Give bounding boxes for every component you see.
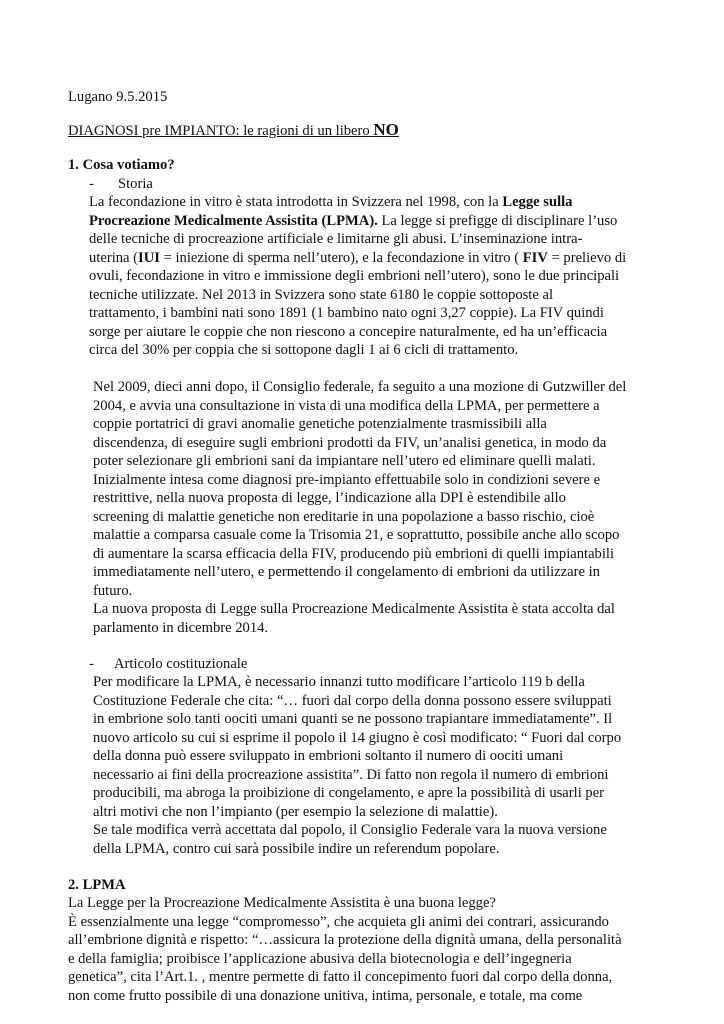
p3-line: in embrione solo tanti oociti umani quanti se ne possono trapiantare immediatamente”. Il [93,711,613,727]
s2-line: genetica”, cita l’Art.1. , mentre permette di fatto il concepimento fuori dal corpo della donna, [68,969,613,985]
p1-line: ovuli, fecondazione in vitro e immissione degli embrioni nell’utero), sono le due principali [89,268,620,284]
p2-line: discendenza, di eseguire sugli embrioni prodotti da FIV, un’analisi genetica, in modo da [93,435,607,451]
p3-line: della donna può essere sviluppato in embrioni soltanto il numero di oociti umani [93,748,564,764]
section-2-heading: 2. LPMA [68,877,126,893]
place-date: Lugano 9.5.2015 [68,89,168,105]
p2-line: poter selezionare gli embrioni sani da impiantare nell’utero ed eliminare quelli malati. [93,453,596,469]
p3-line: altri motivi che non l’impianto (per esempio la selezione di malattie). [93,804,498,820]
p2-line: parlamento in dicembre 2014. [93,620,269,636]
p2-line: immediatamente nell’utero, e permettendo il congelamento di embrioni da utilizzare in [93,564,600,580]
p1-line: trattamento, i bambini nati sono 1891 (1 bambino nato ogni 3,27 coppie). La FIV quindi [89,305,604,321]
p3-line: nuovo articolo su cui si esprime il popolo il 14 giugno è così modificato: “ Fuori dal corpo [93,730,622,746]
document-title-main: DIAGNOSI pre IMPIANTO: le ragioni di un libero [68,123,374,139]
section-1-heading: 1. Cosa votiamo? [68,157,175,173]
p3-line: Se tale modifica verrà accettata dal popolo, il Consiglio Federale vara la nuova versione [93,822,607,838]
s2-line: La Legge per la Procreazione Medicalmente Assistita è una buona legge? [68,895,496,911]
p2-line: restrittive, nella nuova proposta di legge, l’indicazione alla DPI è estendibile allo [93,490,566,506]
p3-line: necessario ai fini della procreazione assistita”. Di fatto non regola il numero di embrioni [93,767,609,783]
storia-label: Storia [118,176,153,192]
p3-line: Per modificare la LPMA, è necessario innanzi tutto modificare l’articolo 119 b della [93,674,585,690]
p1-line: tecniche utilizzate. Nel 2013 in Svizzera sono state 6180 le coppie sottoposte al [89,287,554,303]
p2-line: di aumentare la scarsa efficacia della FIV, producendo più embrioni di quelli impiantabili [93,546,615,562]
document-title-no: NO [373,120,399,139]
p2-line: La nuova proposta di Legge sulla Procreazione Medicalmente Assistita è stata accolta dal [93,601,615,617]
s2-line: non come frutto possibile di una donazione unitiva, intima, personale, e totale, ma come [68,988,583,1004]
p1-line: circa del 30% per coppia che si sottopone dagli 1 ai 6 cicli di trattamento. [89,342,519,358]
s2-line: e della famiglia; proibisce l’applicazione abusiva della biotecnologia e dell’ingegneria [68,951,572,967]
p2-line: screening di malattie genetiche non ereditarie in una popolazione a basso rischio, cioè [93,509,595,525]
s2-line: all’embrione dignità e rispetto: “…assicura la protezione della dignità umana, della personalità [68,932,622,948]
p2-line: Inizialmente intesa come diagnosi pre-impianto effettuabile solo in condizioni severe e [93,472,601,488]
p2-line: futuro. [93,583,133,599]
p1-line: sorge per aiutare le coppie che non riescono a concepire naturalmente, ed ha un’efficacia [89,324,608,340]
p2-line: coppie portatrici di gravi anomalie genetiche potenzialmente trasmissibili alla [93,416,547,432]
articolo-label: Articolo costituzionale [114,656,248,672]
p2-line: Nel 2009, dieci anni dopo, il Consiglio federale, fa seguito a una mozione di Gutzwiller del [93,379,627,395]
p1-line: Procreazione Medicalmente Assistita (LPMA). La legge si prefigge di disciplinare l’uso [89,213,618,229]
p2-line: malattie a comparsa casuale come la Trisomia 21, e soprattutto, possibile anche allo scopo [93,527,620,543]
p3-line: della LPMA, contro cui sarà possibile indire un referendum popolare. [93,841,500,857]
bullet-storia: - [89,176,94,192]
p1-line: La fecondazione in vitro è stata introdotta in Svizzera nel 1998, con la Legge sulla [89,194,573,210]
p2-line: 2004, e avvia una consultazione in vista di una modifica della LPMA, per permettere a [93,398,600,414]
p3-line: producibili, ma abroga la proibizione di congelamento, e apre la possibilità di usarli per [93,785,605,801]
p3-line: Costituzione Federale che cita: “… fuori dal corpo della donna possono essere sviluppati [93,693,612,709]
s2-line: È essenzialmente una legge “compromesso”, che acquieta gli animi dei contrari, assicurando [68,914,609,930]
document-title [68,121,399,141]
bullet-articolo: - [89,656,94,672]
p1-line: uterina (IUI = iniezione di sperma nell’utero), e la fecondazione in vitro ( FIV = prelievo di [89,250,627,266]
p1-line: delle tecniche di procreazione artificiale e limitarne gli abusi. L’inseminazione intra- [89,231,583,247]
